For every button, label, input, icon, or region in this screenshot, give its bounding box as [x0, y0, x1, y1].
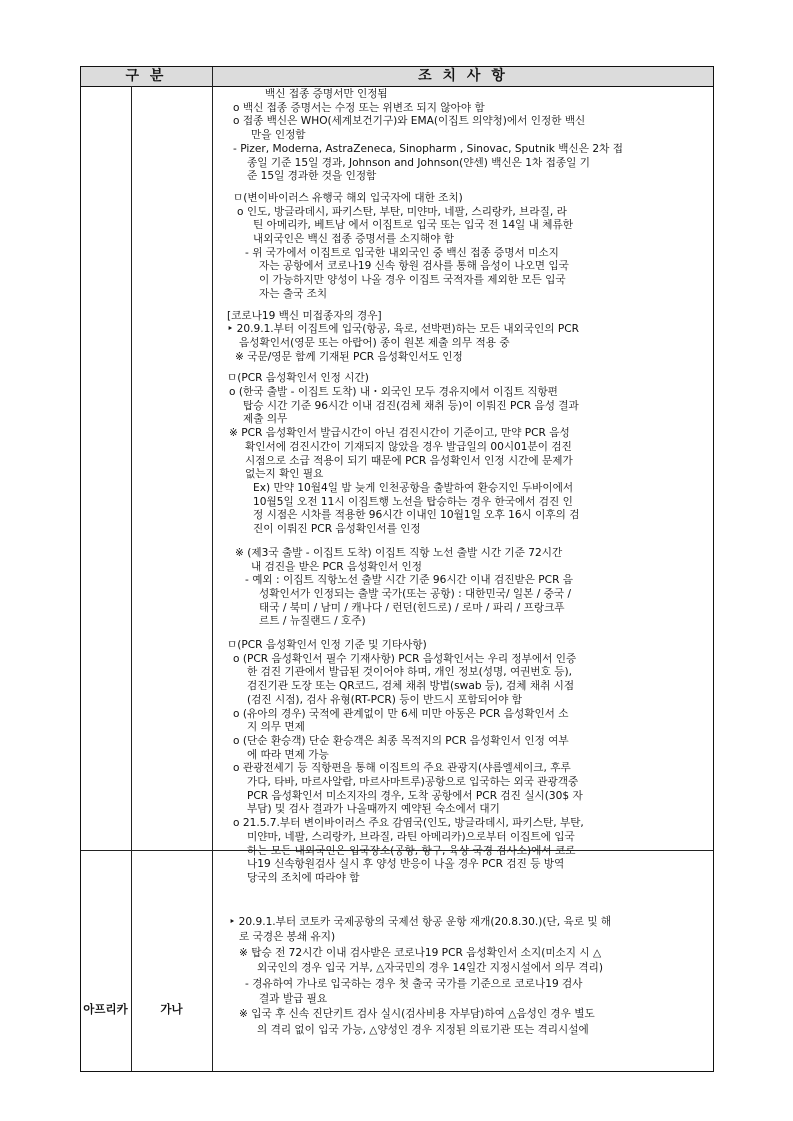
- text-line: 미얀마, 네팔, 스리랑카, 브라질, 라틴 아메리카)으로부터 이집트에 입국: [247, 830, 575, 843]
- header-category: 구 분: [125, 68, 167, 84]
- text-line: 종일 기준 15일 경과, Johnson and Johnson(얀센) 백신은 1차 접종일 기: [247, 156, 590, 169]
- ghana-measures-text: [221, 915, 708, 1038]
- text-line: 제출 의무: [243, 413, 288, 426]
- text-line: (검진 시점), 검사 유형(RT-PCR) 등이 반드시 포함되어야 함: [247, 693, 522, 706]
- text-line: o 인도, 방글라데시, 파키스탄, 부탄, 미얀마, 네팔, 스리랑카, 브라질, 라: [237, 205, 567, 218]
- text-line: 지 의무 면제: [247, 721, 305, 734]
- text-line: 검진기관 도장 또는 QR코드, 검체 채취 방법(swab 등), 검체 채취 시점: [247, 680, 575, 693]
- paragraph-gap: [221, 302, 708, 310]
- text-line: 에 따라 면제 가능: [247, 748, 329, 761]
- country-cell: 가나: [160, 1002, 183, 1016]
- text-line: ㅁ(변이바이러스 유행국 해외 입국자에 대한 조치): [233, 191, 463, 204]
- paragraph-gap: [221, 364, 708, 372]
- text-line: o 백신 접종 증명서는 수정 또는 위변조 되지 않아야 함: [233, 101, 485, 114]
- egypt-measures-text: [221, 88, 708, 886]
- paragraph-gap: [221, 184, 708, 192]
- text-line: 진이 이뤄진 PCR 음성확인서를 인정: [253, 523, 421, 536]
- text-line: - 예외 : 이집트 직항노선 출발 시간 기준 96시간 이내 검진받은 PCR 음: [245, 574, 574, 587]
- text-line: ‣ 20.9.1.부터 코토카 국제공항의 국제선 항공 운항 재개(20.8.30.)(단, 육로 및 해: [229, 916, 612, 928]
- text-line: o (PCR 음성확인서 필수 기재사항) PCR 음성확인서는 우리 정부에서 인증: [233, 652, 577, 665]
- text-line: ※ 탑승 전 72시간 이내 검사받은 코로나19 PCR 음성확인서 소지(미소지 시 △: [239, 946, 602, 959]
- text-line: 태국 / 북미 / 남미 / 캐나다 / 런던(힌드로) / 로마 / 파리 / 프랑크푸: [259, 601, 565, 614]
- text-line: 만을 인정함: [251, 129, 306, 142]
- text-line: 부담) 및 검사 결과가 나올때까지 예약된 숙소에서 대기: [247, 803, 500, 816]
- text-line: 틴 아메리카, 베트남 에서 이집트로 입국 또는 입국 전 14일 내 체류한: [253, 219, 573, 232]
- text-line: 준 15일 경과한 것을 인정함: [247, 170, 377, 183]
- text-line: o (유아의 경우) 국적에 관계없이 만 6세 미만 아동은 PCR 음성확인서 소: [233, 707, 569, 720]
- text-line: 내 검진을 받은 PCR 음성확인서 인정: [251, 560, 423, 573]
- text-line: ㅁ(PCR 음성확인서 인정 시간): [227, 372, 369, 385]
- measures-table: [80, 66, 714, 1072]
- text-line: o (한국 출발 - 이집트 도착) 내・외국인 모두 경유지에서 이집트 직항편: [229, 386, 558, 399]
- text-line: 정 시점은 시차를 적용한 96시간 이내인 10월1일 오후 16시 이후의 검: [253, 509, 580, 522]
- text-line: 르트 / 뉴질랜드 / 호주): [259, 615, 366, 628]
- text-line: 자는 공항에서 코로나19 신속 항원 검사를 통해 음성이 나오면 입국: [259, 260, 569, 273]
- text-line: o (단순 환승객) 단순 환승객은 최종 목적지의 PCR 음성확인서 인정 여부: [233, 734, 569, 747]
- text-line: 음성확인서(영문 또는 아랍어) 종이 원본 제출 의무 적용 중: [239, 336, 510, 349]
- text-line: ㅁ(PCR 음성확인서 인정 기준 및 기타사항): [227, 639, 427, 652]
- text-line: Ex) 만약 10월4일 밤 늦게 인천공항을 출발하여 환승지인 두바이에서: [253, 481, 574, 494]
- text-line: 의 격리 없이 입국 가능, △양성인 경우 지정된 의료기관 또는 격리시설에: [257, 1023, 589, 1036]
- text-line: 한 검진 기관에서 발급된 것이어야 하며, 개인 정보(성명, 여권번호 등),: [247, 666, 572, 679]
- text-line: o 접종 백신은 WHO(세계보건기구)와 EMA(이집트 의약청)에서 인정한 백신: [233, 115, 586, 128]
- text-line: ※ PCR 음성확인서 발급시간이 아닌 검진시간이 기준이고, 만약 PCR 음성: [229, 427, 570, 440]
- paragraph-gap: [221, 629, 708, 639]
- text-line: - 위 국가에서 이집트로 입국한 내외국인 중 백신 접종 증명서 미소지: [245, 246, 559, 259]
- text-line: - 경유하여 가나로 입국하는 경우 첫 출국 국가를 기준으로 코로나19 검사: [245, 977, 583, 990]
- text-line: 성확인서가 인정되는 출발 국가(또는 공항) : 대한민국/ 일본 / 중국 /: [259, 587, 572, 600]
- text-line: [코로나19 백신 미접종자의 경우]: [227, 309, 382, 322]
- text-line: 당국의 조치에 따라야 함: [247, 871, 360, 884]
- text-line: 나19 신속항원검사 실시 후 양성 반응이 나올 경우 PCR 검진 등 방역: [247, 858, 565, 871]
- text-line: 백신 접종 증명서만 인정됨: [265, 88, 388, 100]
- text-line: o 21.5.7.부터 변이바이러스 주요 감염국(인도, 방글라데시, 파키스탄, 부탄,: [233, 817, 584, 830]
- text-line: 가다, 타바, 마르사알람, 마르사마트루)공항으로 입국하는 외국 관광객중: [247, 776, 579, 789]
- text-line: 결과 발급 필요: [259, 993, 328, 1006]
- text-line: ‣ 20.9.1.부터 이집트에 입국(항공, 육로, 선박편)하는 모든 내외국인의 PCR: [227, 323, 580, 336]
- text-line: 없는지 확인 필요: [245, 468, 324, 481]
- text-line: ※ 국문/영문 함께 기재된 PCR 음성확인서도 인정: [235, 350, 463, 363]
- text-line: 로 국경은 봉쇄 유지): [239, 931, 336, 944]
- text-line: 외국인의 경우 입국 거부, △자국민의 경우 14일간 지정시설에서 의무 격리): [257, 962, 603, 975]
- text-line: o 관광전세기 등 직항편을 통해 이집트의 주요 관광지(샤름엘셰이크, 후루: [233, 762, 571, 775]
- text-line: 10월5일 오전 11시 이집트행 노선을 탑승하는 경우 한국에서 검진 인: [253, 495, 573, 508]
- text-line: 탑승 시간 기준 96시간 이내 검진(검체 채취 등)이 이뤄진 PCR 음성 결과: [243, 399, 579, 412]
- text-line: ※ 입국 후 신속 진단키트 검사 실시(검사비용 자부담)하여 △음성인 경우 별도: [239, 1008, 595, 1021]
- text-line: - Pizer, Moderna, AstraZeneca, Sinopharm , Sinovac, Sputnik 백신은 2차 접: [233, 142, 623, 155]
- text-line: 이 가능하지만 양성이 나올 경우 이집트 국적자를 제외한 모든 입국: [259, 274, 566, 287]
- text-line: 내외국인은 백신 접종 증명서를 소지해야 함: [253, 233, 455, 246]
- text-line: 시점으로 소급 적용이 되기 때문에 PCR 음성확인서 인정 시간에 문제가: [245, 454, 573, 467]
- text-line: 자는 출국 조치: [259, 287, 328, 300]
- text-line: PCR 음성확인서 미소지자의 경우, 도착 공항에서 PCR 검진 실시(30$ 자: [247, 789, 583, 802]
- region-cell: 아프리카: [83, 1002, 128, 1016]
- text-line: ※ (제3국 출발 - 이집트 도착) 이집트 직항 노선 출발 시간 기준 72시간: [235, 546, 563, 559]
- text-line: 하는 모든 내외국인은 입국장소(공항, 항구, 육상 국경 검사소)에서 코로: [247, 844, 576, 857]
- text-line: 확인서에 검진시간이 기재되지 않았을 경우 발급일의 00시01분이 검진: [245, 440, 572, 453]
- header-measures: 조 치 사 항: [418, 68, 508, 84]
- paragraph-gap: [221, 537, 708, 547]
